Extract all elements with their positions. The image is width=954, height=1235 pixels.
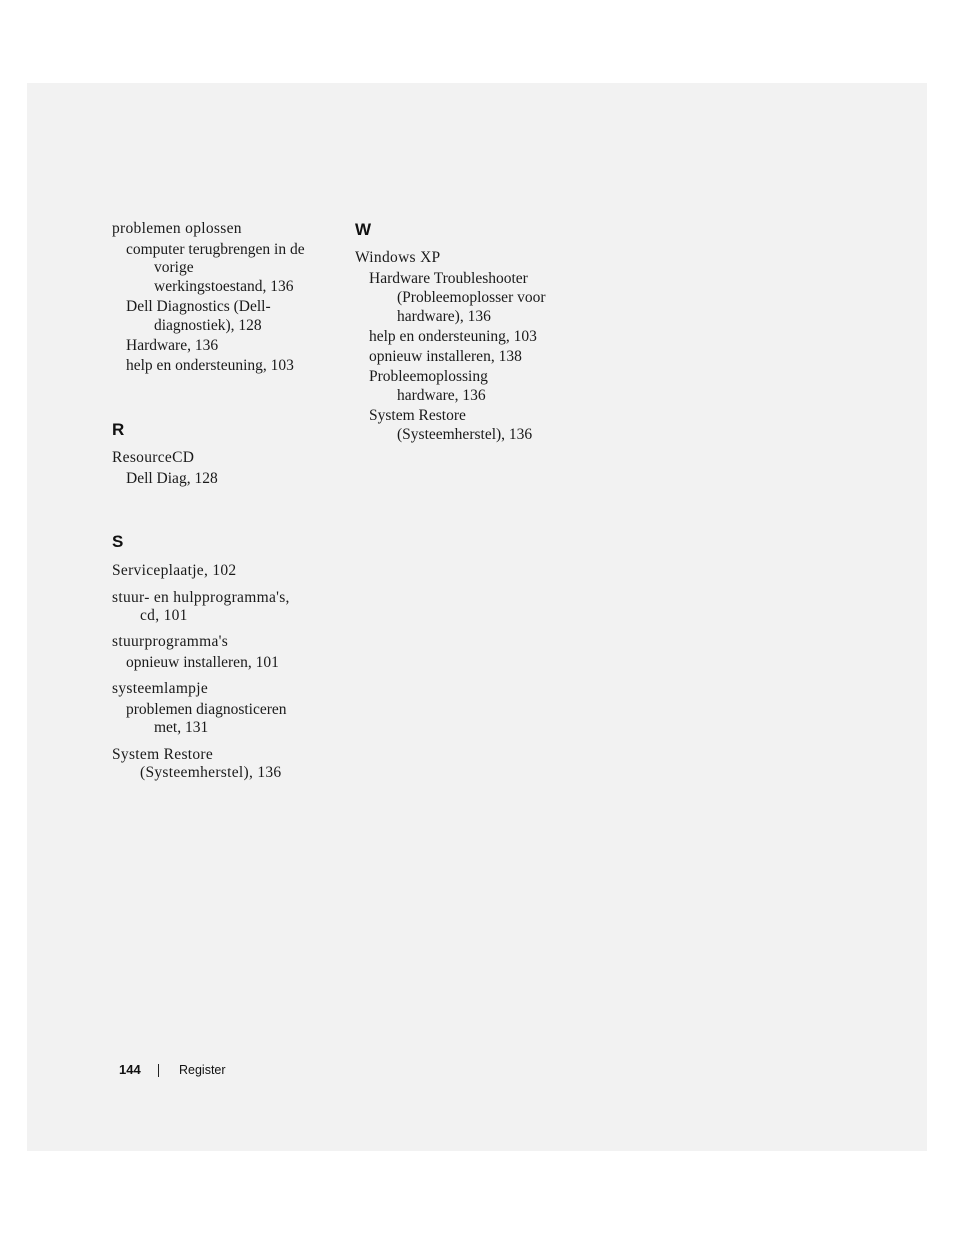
index-subentry: Dell Diag, 128 bbox=[126, 470, 218, 487]
index-subentry-continuation: (Probleemoplosser voor bbox=[397, 289, 546, 306]
footer-separator bbox=[158, 1064, 159, 1077]
index-subentry: help en ondersteuning, 103 bbox=[126, 357, 294, 374]
page-footer bbox=[0, 1062, 954, 1082]
section-letter-r: R bbox=[112, 420, 125, 439]
index-entry: problemen oplossen bbox=[112, 220, 242, 237]
section-title: Register bbox=[179, 1063, 226, 1077]
index-entry-continuation: (Systeemherstel), 136 bbox=[140, 764, 282, 781]
index-subentry-continuation: werkingstoestand, 136 bbox=[154, 278, 294, 295]
index-subentry: Dell Diagnostics (Dell- bbox=[126, 298, 271, 315]
index-entry: stuur- en hulpprogramma's, bbox=[112, 589, 290, 606]
index-entry-continuation: cd, 101 bbox=[140, 607, 188, 624]
index-subentry-continuation: (Systeemherstel), 136 bbox=[397, 426, 533, 443]
page-number: 144 bbox=[119, 1062, 141, 1077]
index-entry: ResourceCD bbox=[112, 449, 195, 466]
index-entry: System Restore bbox=[112, 746, 214, 763]
index-subentry: Probleemoplossing bbox=[369, 368, 488, 385]
index-subentry: computer terugbrengen in de bbox=[126, 241, 305, 258]
index-entry: Windows XP bbox=[355, 249, 441, 266]
index-entry: systeemlampje bbox=[112, 680, 209, 697]
index-subentry-continuation: met, 131 bbox=[154, 719, 209, 736]
section-letter-w: W bbox=[355, 220, 372, 239]
index-subentry-continuation: hardware), 136 bbox=[397, 308, 491, 325]
index-subentry: System Restore bbox=[369, 407, 466, 424]
index-subentry: Hardware, 136 bbox=[126, 337, 219, 354]
index-subentry-continuation: hardware, 136 bbox=[397, 387, 486, 404]
index-subentry: opnieuw installeren, 101 bbox=[126, 654, 279, 671]
index-subentry: problemen diagnosticeren bbox=[126, 701, 287, 718]
index-entry: Serviceplaatje, 102 bbox=[112, 562, 237, 579]
index-entry: stuurprogramma's bbox=[112, 633, 229, 650]
section-letter-s: S bbox=[112, 532, 124, 551]
index-subentry: Hardware Troubleshooter bbox=[369, 270, 528, 287]
index-subentry-continuation: vorige bbox=[154, 259, 194, 276]
index-subentry: help en ondersteuning, 103 bbox=[369, 328, 537, 345]
index-subentry: opnieuw installeren, 138 bbox=[369, 348, 522, 365]
index-subentry-continuation: diagnostiek), 128 bbox=[154, 317, 262, 334]
